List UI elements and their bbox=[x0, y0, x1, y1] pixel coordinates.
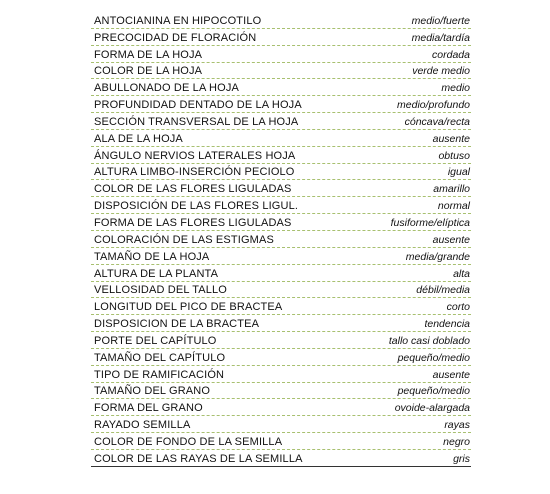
characteristics-table bbox=[91, 12, 471, 467]
row-value: negro bbox=[443, 435, 470, 448]
table-row bbox=[91, 197, 471, 214]
row-label: FORMA DEL GRANO bbox=[94, 402, 203, 415]
row-value: débil/media bbox=[416, 284, 470, 297]
row-value: gris bbox=[453, 452, 470, 465]
table-row bbox=[91, 164, 471, 181]
row-label: ANTOCIANINA EN HIPOCOTILO bbox=[94, 14, 262, 27]
table-row bbox=[91, 399, 471, 416]
table-row bbox=[91, 416, 471, 433]
row-value: ausente bbox=[432, 368, 470, 381]
row-value: medio/fuerte bbox=[411, 14, 470, 27]
table-row bbox=[91, 349, 471, 366]
row-value: ovoide-alargada bbox=[394, 402, 470, 415]
row-value: verde medio bbox=[412, 65, 470, 78]
table-row bbox=[91, 231, 471, 248]
row-label: TAMAÑO DEL GRANO bbox=[94, 385, 211, 398]
row-label: RAYADO SEMILLA bbox=[94, 419, 191, 432]
row-value: normal bbox=[437, 200, 470, 213]
row-label: VELLOSIDAD DEL TALLO bbox=[94, 284, 228, 297]
row-label: TAMAÑO DE LA HOJA bbox=[94, 250, 210, 263]
row-label: FORMA DE LAS FLORES LIGULADAS bbox=[94, 216, 292, 229]
table-row bbox=[91, 12, 471, 29]
row-value: amarillo bbox=[433, 183, 470, 196]
table-row bbox=[91, 29, 471, 46]
row-label: COLOR DE LA HOJA bbox=[94, 65, 203, 78]
row-value: pequeño/medio bbox=[397, 385, 470, 398]
row-value: fusiforme/elíptica bbox=[390, 216, 470, 229]
row-label: PROFUNDIDAD DENTADO DE LA HOJA bbox=[94, 99, 302, 112]
row-value: tallo casi doblado bbox=[388, 334, 470, 347]
table-row bbox=[91, 450, 471, 467]
row-value: cóncava/recta bbox=[404, 115, 470, 128]
table-row bbox=[91, 433, 471, 450]
row-label: COLOR DE LAS FLORES LIGULADAS bbox=[94, 183, 292, 196]
row-value: medio bbox=[441, 82, 470, 95]
row-label: FORMA DE LA HOJA bbox=[94, 48, 203, 61]
row-label: DISPOSICION DE LA BRACTEA bbox=[94, 318, 260, 331]
table-row bbox=[91, 113, 471, 130]
table-row bbox=[91, 315, 471, 332]
table-row bbox=[91, 96, 471, 113]
table-row bbox=[91, 248, 471, 265]
table-row bbox=[91, 79, 471, 96]
table-row bbox=[91, 214, 471, 231]
row-label: TAMAÑO DEL CAPÍTULO bbox=[94, 351, 226, 364]
row-label: LONGITUD DEL PICO DE BRACTEA bbox=[94, 301, 283, 314]
row-value: media/tardía bbox=[411, 31, 470, 44]
row-label: ALTURA LIMBO-INSERCIÓN PECIOLO bbox=[94, 166, 295, 179]
table-row bbox=[91, 147, 471, 164]
table-row bbox=[91, 332, 471, 349]
row-value: obtuso bbox=[438, 149, 470, 162]
row-label: ALTURA DE LA PLANTA bbox=[94, 267, 219, 280]
row-label: COLOR DE FONDO DE LA SEMILLA bbox=[94, 435, 283, 448]
row-label: COLORACIÓN DE LAS ESTIGMAS bbox=[94, 233, 274, 246]
row-label: ABULLONADO DE LA HOJA bbox=[94, 82, 239, 95]
row-value: rayas bbox=[444, 419, 470, 432]
row-value: ausente bbox=[432, 233, 470, 246]
row-value: ausente bbox=[432, 132, 470, 145]
row-value: tendencia bbox=[424, 318, 470, 331]
row-value: alta bbox=[453, 267, 470, 280]
table-row bbox=[91, 282, 471, 299]
row-value: cordada bbox=[432, 48, 470, 61]
table-row bbox=[91, 180, 471, 197]
table-row bbox=[91, 383, 471, 400]
row-value: medio/profundo bbox=[397, 99, 470, 112]
row-value: media/grande bbox=[405, 250, 470, 263]
table-row bbox=[91, 46, 471, 63]
row-label: TIPO DE RAMIFICACIÓN bbox=[94, 368, 225, 381]
row-label: ÁNGULO NERVIOS LATERALES HOJA bbox=[94, 149, 296, 162]
row-value: corto bbox=[446, 301, 470, 314]
row-label: DISPOSICIÓN DE LAS FLORES LIGUL. bbox=[94, 200, 299, 213]
row-label: ALA DE LA HOJA bbox=[94, 132, 183, 145]
table-row bbox=[91, 366, 471, 383]
table-row bbox=[91, 298, 471, 315]
table-row bbox=[91, 63, 471, 80]
row-label: PRECOCIDAD DE FLORACIÓN bbox=[94, 31, 257, 44]
row-label: SECCIÓN TRANSVERSAL DE LA HOJA bbox=[94, 115, 299, 128]
row-value: pequeño/medio bbox=[397, 351, 470, 364]
table-row bbox=[91, 130, 471, 147]
row-label: PORTE DEL CAPÍTULO bbox=[94, 334, 217, 347]
row-value: igual bbox=[447, 166, 470, 179]
row-label: COLOR DE LAS RAYAS DE LA SEMILLA bbox=[94, 452, 303, 465]
table-row bbox=[91, 265, 471, 282]
